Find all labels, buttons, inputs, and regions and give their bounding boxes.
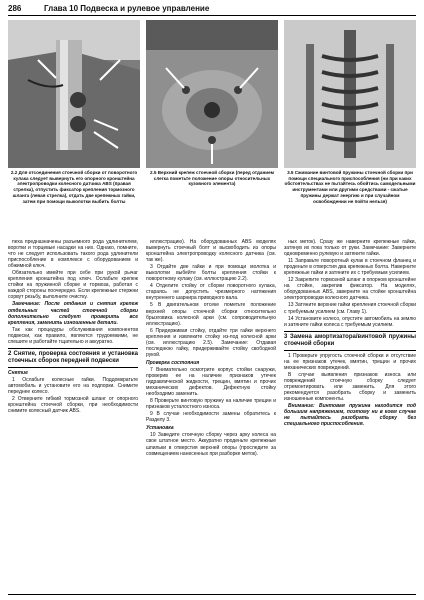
footer-rule [8, 594, 416, 595]
paragraph: 1 Ослабьте колесные гайки. Поддомкратьте автомобиль и установите его на подпорки. Снимите переднее колесо. [8, 376, 138, 395]
figure-caption-1: 2.2 Для отсоединения стоечной сборки от поворотного кулака следует вывернуть его опорного кронштейна электропроводки колесного датчика ABS (правая стрелка), отпустить фиксатор крепления тормозного шланга (левая стрелка), отдать две крепежных гайки, затем при помощи выколотки выбить болты [10, 170, 138, 204]
paragraph: 7 Внимательно осмотрите корпус стойки снаружи, проверив ее на наличие признаков утечек гидравлической жидкости, трещин, вмятин и прочих механических дефектов. Дефектную стойку необходимо заменить. [146, 366, 276, 398]
photo-strut-knuckle [8, 20, 140, 168]
chapter-title: Глава 10 Подвеска и рулевое управление [44, 4, 210, 13]
section-heading: 3 Замена амортизатора/винтовой пружины стоечной сборки [284, 331, 416, 351]
photo-spring-compressor-image [284, 20, 416, 168]
subsection-heading: Снятие [8, 369, 28, 376]
figure-caption-2: 2.5 Верхний крепеж стоечной сборки (перед отданием слегка пометьте положение опоры относительных кузовного элемента) [150, 170, 274, 187]
photo-strut-top-mount [146, 20, 278, 168]
paragraph: 8 Проверьте винтовую пружину на наличие трещин и признаков усталостного износа. [146, 398, 276, 411]
page-number: 286 [8, 4, 22, 13]
photo-spring-compressor [284, 20, 416, 168]
paragraph: 4 Отделите стойку от сборки поворотного кулака, стараясь не допустить чрезмерного натяжения внутреннего шарнира приводного вала. [146, 283, 276, 302]
paragraph: 5 В двигательном отсеке пометьте положение верхней опоры стоечной сборки относительно брызговика колесной арки (см. сопроводительную иллюстрацию). [146, 302, 276, 327]
paragraph: 6 Придерживая стойку, отдайте три гайки верхнего крепления и извлеките стойку из-под колесной арки (см. иллюстрацию 2.5). Замечание: Отдавая последнюю гайку, придерживайте стойку свободной рукой. [146, 327, 276, 358]
section-heading: 2 Снятие, проверка состояния и установка стоечных сборок передней подвески [8, 348, 138, 368]
page-header [8, 4, 416, 16]
paragraph: иллюстрацию). На оборудованных ABS моделях вывернуть стоечный болт и высвободить из опоры кронштейна электропроводку колесного датчика (см. так же). [146, 239, 276, 264]
paragraph: Обязательно имейте при себе при рукой рычаг крепления кронштейна под ключ. Ослабьте крепеж стойки на пружинной сборке и тормоза, работая с каждой стороны поочередно. Если крепежные стержни сорвут резьбу, выполните очистку. [8, 270, 138, 301]
paragraph: 10 Заведите стоечную сборку через арку колеса на свое штатное место. Аккуратно проденьте крепежные шпильки в отверстия верхней опоры (проследите за совмещением нанесенных при разборке меток). [146, 432, 276, 457]
photo-strut-knuckle-image [8, 20, 140, 168]
photo-strut-top-mount-image [146, 20, 278, 168]
paragraph: 11 Заправьте поворотный кулак в стоечном фланец и проденьте в отверстия два крепежных болта. Наверните крепежные гайки и затяните их с требуемым усилием. [284, 258, 416, 277]
subsection-heading: Проверка состояния [146, 359, 200, 366]
paragraph: 14 Установите колесо, опустите автомобиль на землю и затяните гайки колеса с требуемым усилием. [284, 315, 416, 328]
text-column-1 [8, 239, 138, 415]
text-column-2 [146, 239, 276, 458]
note-paragraph: Замечание: После отдания и снятия крепеж отдельных частей стоечной сборки дополнительно следует проверить все крепления, заменить изношенные детали. [8, 301, 138, 326]
note-paragraph: Внимание: Винтовая пружина находится под большим напряжением, поэтому ни в коем случае не пытайтесь разобрать сборку без специального приспособления. [284, 403, 416, 428]
paragraph: пеха предназначены разъемного рода удлинителем, воротки и торцевые насадки на них. Однако, помните, что не следует использовать такого рода удлинители приспособление в комплексе с оборудованием и обжимной ключ. [8, 239, 138, 270]
subsection-heading: Установка [146, 425, 174, 432]
paragraph: 1 Проверьте упругость стоечной сборки и отсутствие на ее признаков утечек, вмятин, трещин и прочих механических повреждений. [284, 352, 416, 371]
paragraph: 9 В случае необходимости замены обратитесь к Разделу 3. [146, 411, 276, 424]
header-rule [8, 15, 416, 16]
paragraph: ных меток). Сразу же наверните крепежные гайки, затянув их пока только от руки. Замечание: Заверните одновременно рулевую и затяните гайки. [284, 239, 416, 258]
text-column-3 [284, 239, 416, 428]
paragraph: В случае выявления признаков износа или повреждений стоечную сборку следует отремонтировать или заменить. Для этого рекомендуется разобрать сборку и заменить изношенные компоненты. [284, 371, 416, 402]
paragraph: 2 Отверните гибкий тормозной шланг от опорного кронштейна стоечной сборки, при необходимости снимите колесный датчик ABS. [8, 395, 138, 415]
paragraph: 13 Затяните верхние гайки крепления стоечной сборки с требуемым усилием (см. Главу 1). [284, 302, 416, 315]
figure-caption-3: 3.5 Сжимание винтовой пружины стоечной сборки при помощи специального приспособления (ни при каких обстоятельствах не пытайтесь обойтись самодельными инструментами или другими средствами - сжатые пружины держат энергию и при случайном освобождении не пойти нельзя) [284, 170, 416, 204]
paragraph: 3 Отдайте две гайки и при помощи молотка и выколотки выбейте болты крепления стойки к поворотному кулаку (см. иллюстрацию 2.2). [146, 264, 276, 283]
paragraph: Так как процедуры обслуживания компонентов подвески, как правило, являются трудоемкими, не спешите и работайте тщательно и аккуратно. [8, 326, 138, 345]
paragraph: 12 Закрепите тормозной шланг в опорном кронштейне на стойке, закрепив фиксатор. На моделях, оборудованных ABS, заверните на стойке кронштейна электропроводки колесного датчика. [284, 277, 416, 302]
